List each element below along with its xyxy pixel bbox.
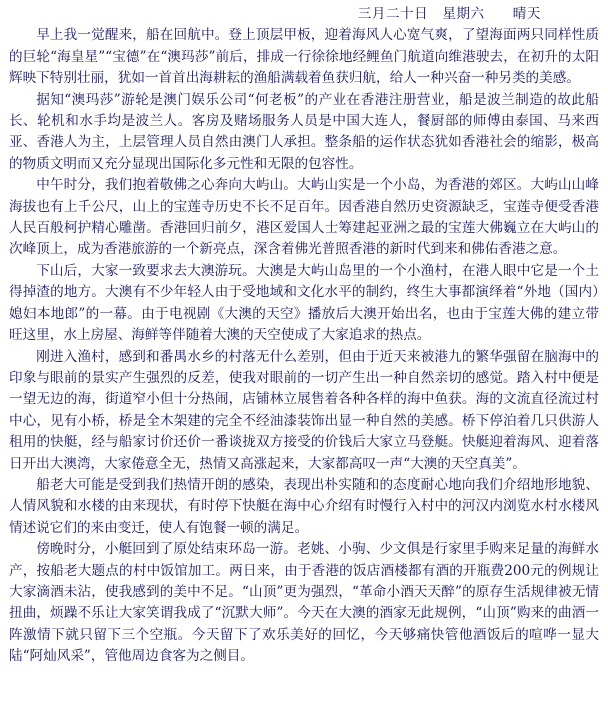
paragraph-cruise-ship: 据知“澳玛莎”游轮是澳门娱乐公司“何老板”的产业在香港注册营业，船是波兰制造的故此船长、轮机和水手均是波兰人。客房及赌场服务人员是中国大连人，餐厨部的师傅由泰国、马来西亚、香港人为主，上层管理人员自然由澳门人承担。整条船的运作状态犹如香港社会的缩影，极高的物质文明而又充分显现出国际化多元性和无限的包容性。 — [9, 91, 599, 172]
paragraph-evening-dinner: 傍晚时分，小艇回到了原处结束环岛一游。老姚、小驹、少文俱是行家里手购来足量的海鲜水产，按船老大题点的村中饭馆加工。两日来，由于香港的饭店酒楼都有酒的开瓶费200元的例规让大家滴酒未沾，使我感到的美中不足。“山顶”更为强烈，“革命小酒天天醉”的原存生活规律被无情扭曲，烦躁不乐让大家笑谓我成了“沉默大师”。今天在大澳的酒家无此规例，“山顶”购来的曲酒一阵激情下就只留下三个空瓶。今天留下了欢乐美好的回忆，今天够痛快管他酒饭后的喧哗一显大陆“阿灿风采”，管他周边食客为之侧目。 — [9, 541, 599, 665]
paragraph-lantau-island: 中午时分，我们抱着敬佛之心奔向大屿山。大屿山实是一个小岛，为香港的郊区。大屿山山峰海拔也有上千公尺，山上的宝莲寺历史不长不足百年。因香港自然历史资源缺乏，宝莲寺便受香港人民百般柯护精心雕凿。香港回归前夕，港区爱国人士筹建起亚洲之最的宝莲大佛巍立在大屿山的次峰顶上，成为香港旅游的一个新亮点，深含着佛光普照香港的新时代到来和佛佑香港之意。 — [9, 177, 599, 258]
paragraph-morning-return: 早上我一觉醒来，船在回航中。登上顶层甲板，迎着海风人心宽气爽，了望海面两只同样性质的巨轮“海皇星”“宝德”在“澳玛莎”前后，排成一行徐徐地经鲤鱼门航道向维港驶去，在初升的太阳辉映下特别壮丽，犹如一首首出海耕耘的渔船满载着鱼获归航，给人一种兴奋一种另类的美感。 — [9, 27, 599, 87]
diary-date-header: 三月二十日 星期六 晴天 — [357, 6, 541, 22]
paragraph-entering-village: 刚进入渔村，感到和番禺水乡的村落无什么差别，但由于近天来被港九的繁华强留在脑海中的印象与眼前的景实产生强烈的反差，使我对眼前的一切产生出一种自然亲切的感觉。踏入村中便是一望无边的海，街道窄小但十分热闹，店铺林立展售着各种各样的海中鱼获。海的文流直径流过村中心，见有小桥，桥是全木架建的完全不经油漆装饰出显一种自然的美感。桥下停泊着几只供游人租用的快艇，经与船家讨价还价一番谈拢双方接受的价钱后大家立马登艇。快艇迎着海风、迎着落日开出大澳湾，大家倦意全无，热情又高涨起来，大家都高叹一声“大澳的天空真美”。 — [9, 348, 599, 472]
paragraph-boatman: 船老大可能是受到我们热情开朗的感染，表现出朴实随和的态度耐心地向我们介绍地形地貌、人情风貌和水楼的由来现状，有时停下快艇在海中心介绍有时慢行入村中的河汉内浏览水村水楼风情述说它们的来由变迁，使人有饱餐一顿的满足。 — [9, 476, 599, 536]
paragraph-tai-o-village: 下山后，大家一致要求去大澳游玩。大澳是大屿山岛里的一个小渔村，在港人眼中它是一个土得掉渣的地方。大澳有不少年轻人由于受地域和文化水平的制约，终生大事都演绎着“外地（国内）媳妇本地郎”的一幕。由于电视剧《大澳的天空》播放后大澳开始出名，也由于宝莲大佛的建立带旺这里，水上房屋、海鲜等伴随着大澳的天空使成了大家追求的热点。 — [9, 262, 599, 344]
